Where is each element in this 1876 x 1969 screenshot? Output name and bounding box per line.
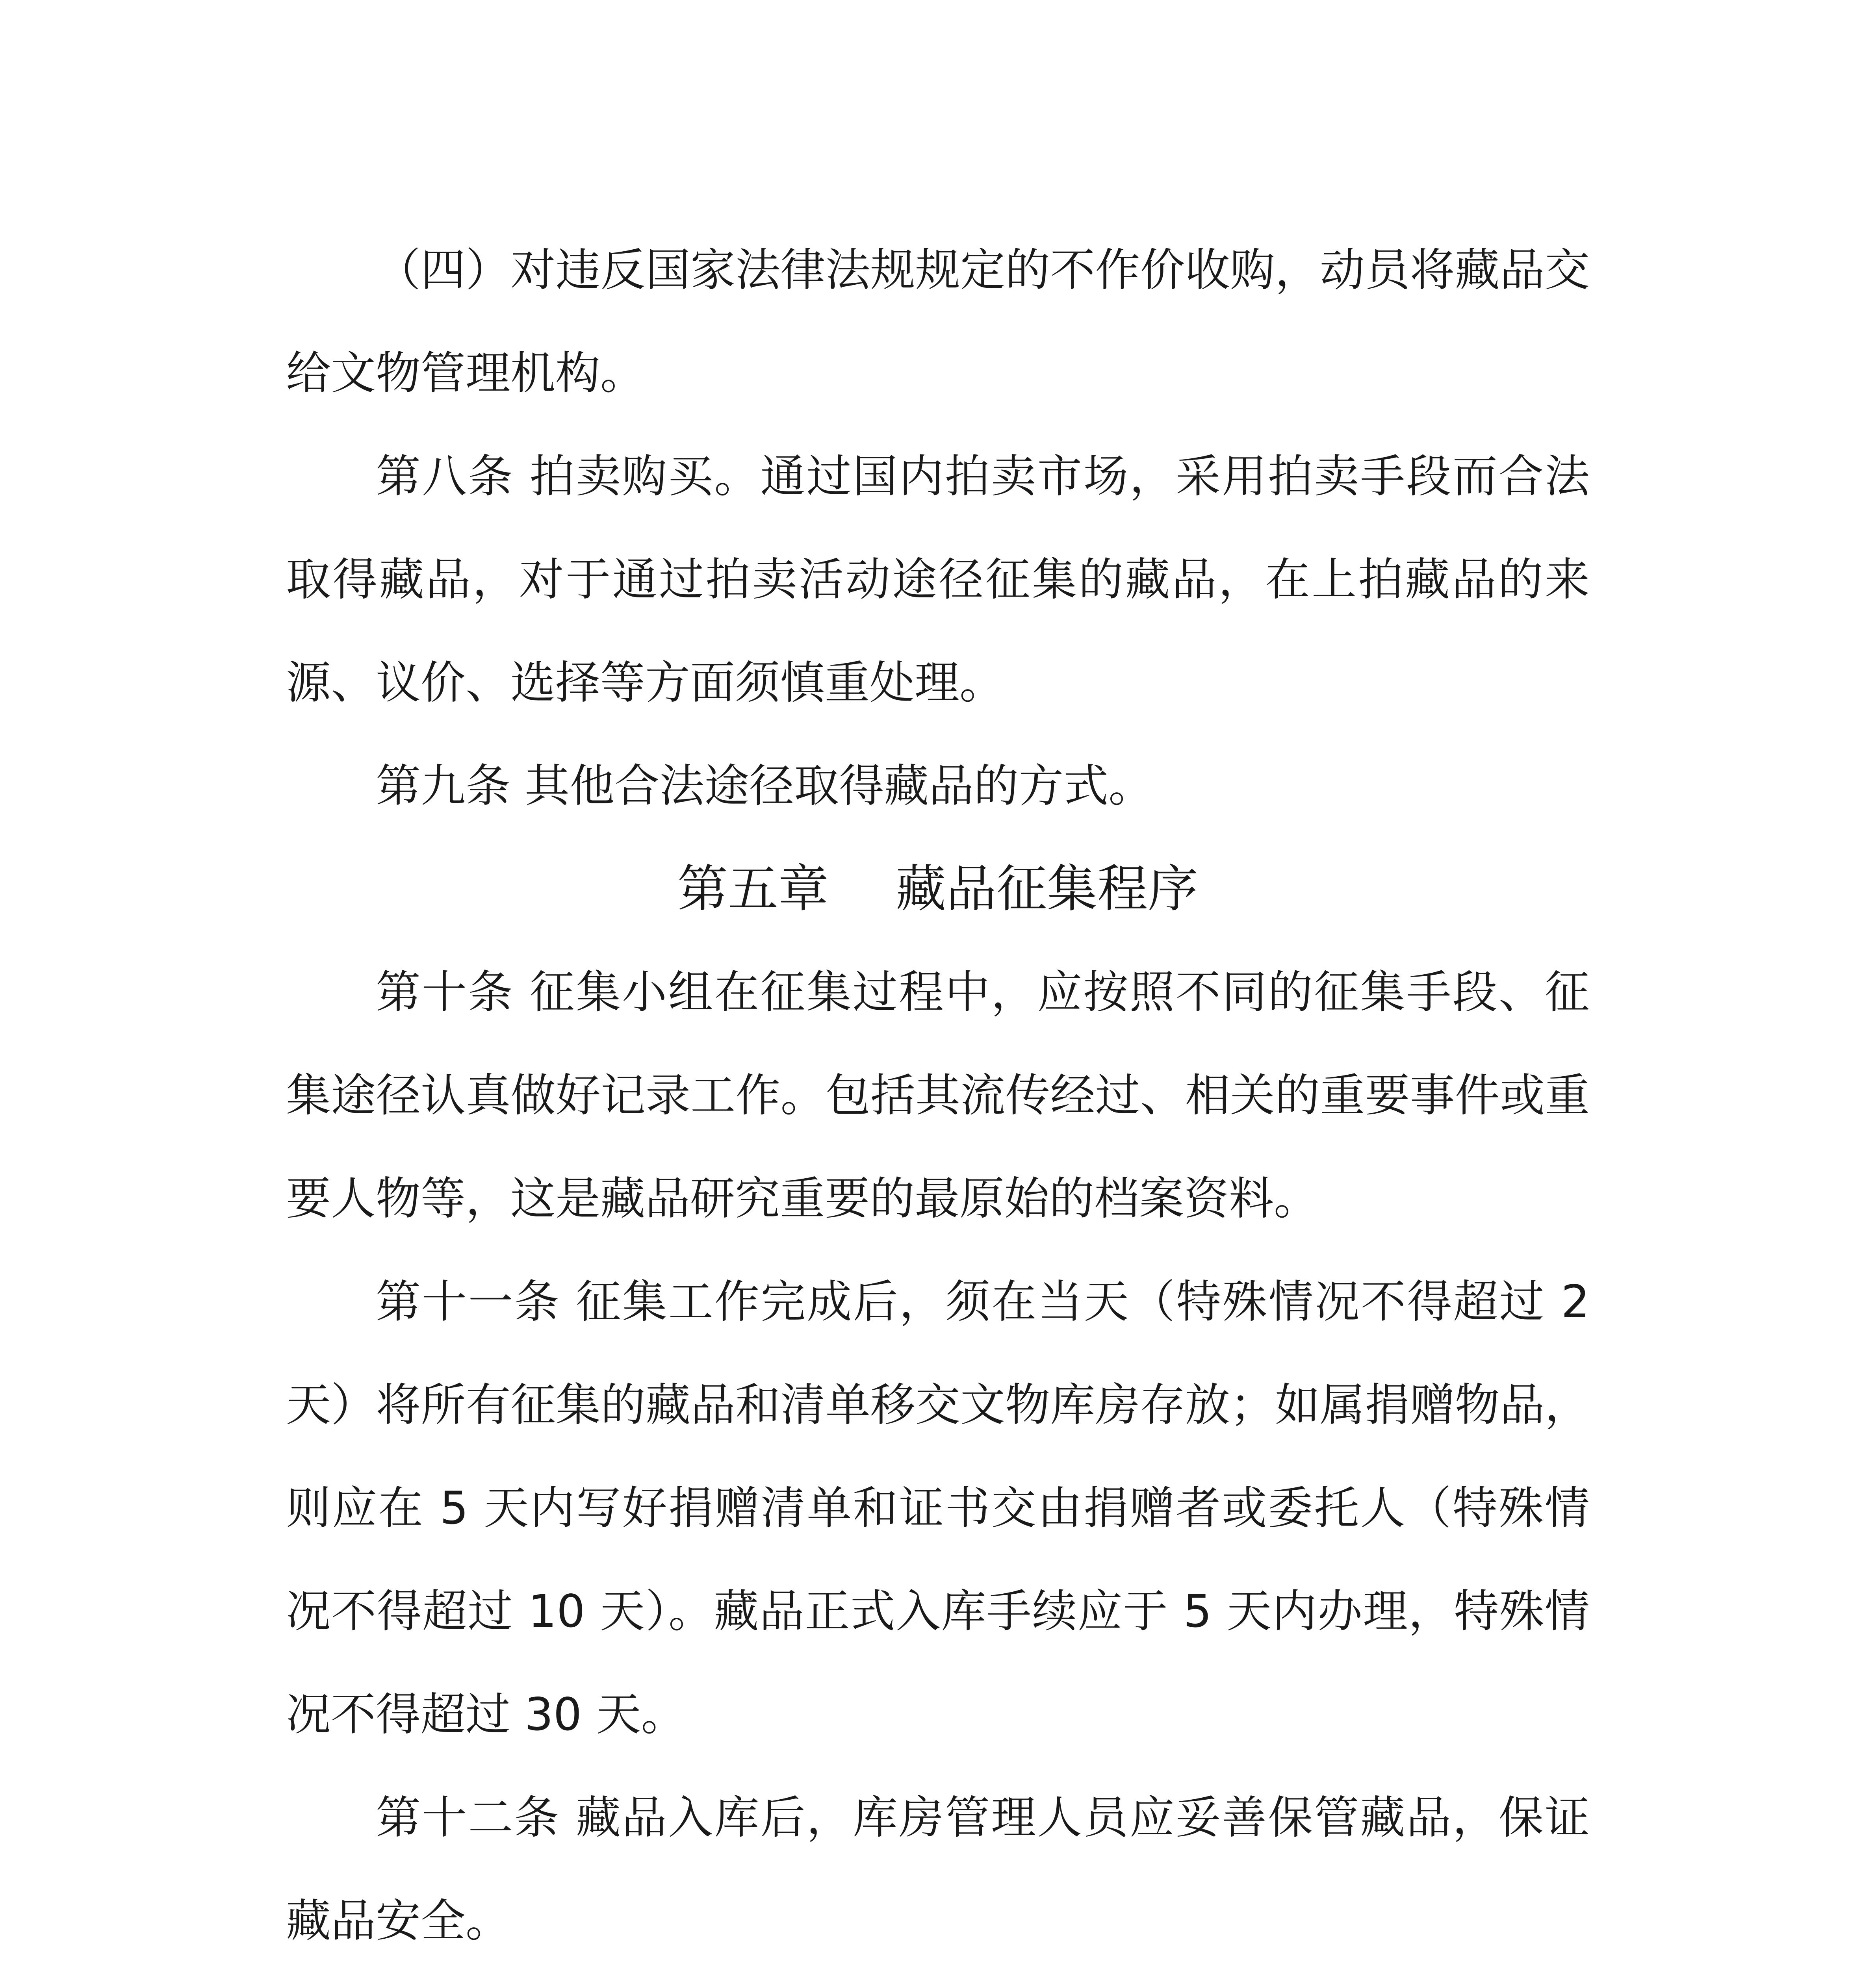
article-8-paragraph: 第八条 拍卖购买。通过国内拍卖市场，采用拍卖手段而合法取得藏品，对于通过拍卖活动途径征集的藏品，在上拍藏品的来源、议价、选择等方面须慎重处理。 xyxy=(286,450,1590,709)
chapter-title: 藏品征集程序 xyxy=(896,860,1199,918)
article-9-paragraph: 第九条 其他合法途径取得藏品的方式。 xyxy=(376,760,1154,812)
article-10-paragraph: 第十条 征集小组在征集过程中，应按照不同的征集手段、征集途径认真做好记录工作。包括其流传经过、相关的重要事件或重要人物等，这是藏品研究重要的最原始的档案资料。 xyxy=(286,966,1590,1225)
chapter-5-heading xyxy=(286,838,1590,941)
article-11-paragraph: 第十一条 征集工作完成后，须在当天（特殊情况不得超过 2 天）将所有征集的藏品和清单移交文物库房存放；如属捐赠物品，则应在 5 天内写好捐赠清单和证书交由捐赠者或委托人（特殊情况不得超过 10 天）。藏品正式入库手续应于 5 天内办理，特殊情况不得超过 30 天。 xyxy=(286,1276,1590,1741)
article-12-paragraph: 第十二条 藏品入库后，库房管理人员应妥善保管藏品，保证藏品安全。 xyxy=(286,1791,1590,1947)
chapter-number: 第五章 xyxy=(677,860,829,918)
document-body xyxy=(286,219,1590,1969)
paragraph-item-4: （四）对违反国家法律法规规定的不作价收购，动员将藏品交给文物管理机构。 xyxy=(286,244,1590,399)
